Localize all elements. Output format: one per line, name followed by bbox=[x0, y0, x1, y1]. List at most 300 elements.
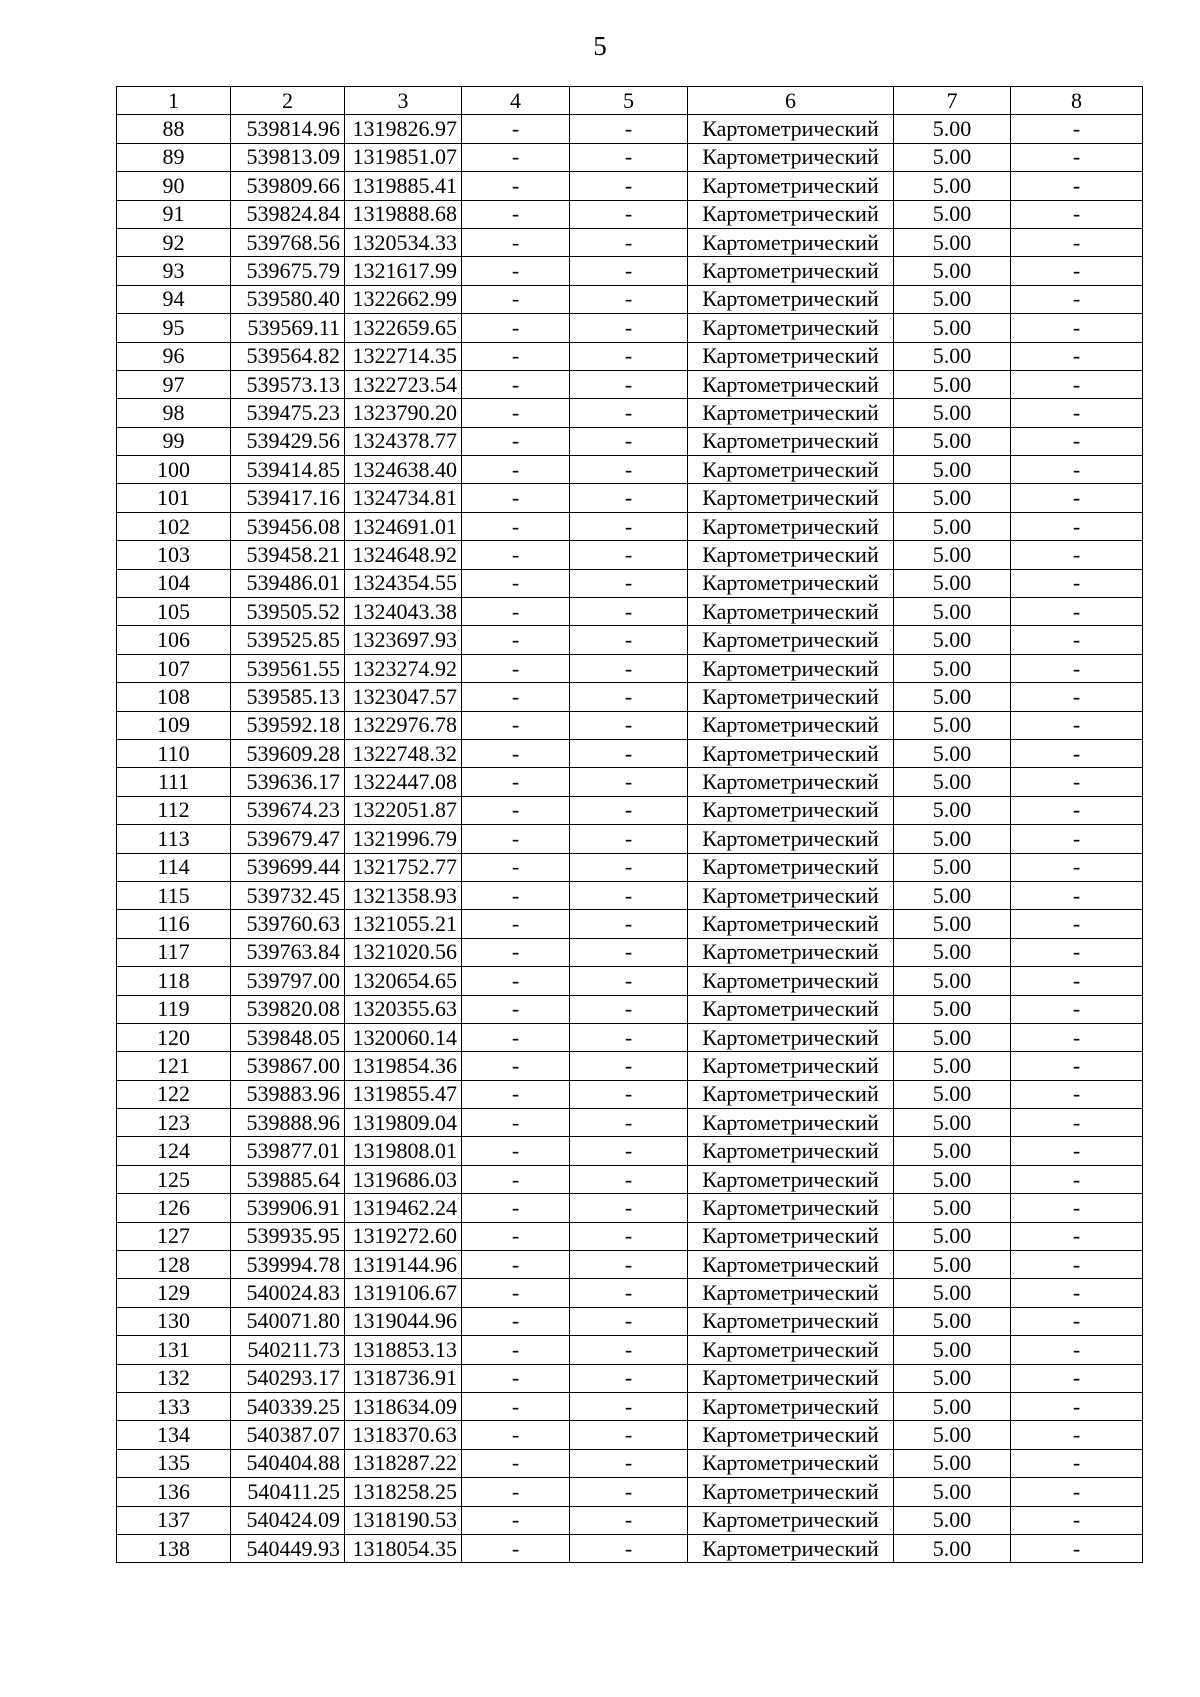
table-row bbox=[117, 881, 1143, 909]
table-cell: - bbox=[570, 228, 688, 256]
table-cell: 1324734.81 bbox=[345, 484, 462, 512]
table-cell: - bbox=[1011, 172, 1143, 200]
table-cell: Картометрический bbox=[688, 370, 894, 398]
table-cell: 1322447.08 bbox=[345, 768, 462, 796]
table-cell: 95 bbox=[117, 314, 231, 342]
table-cell: 107 bbox=[117, 654, 231, 682]
table-cell: - bbox=[462, 569, 570, 597]
table-cell: 539505.52 bbox=[231, 598, 345, 626]
table-cell: - bbox=[462, 1137, 570, 1165]
table-cell: - bbox=[1011, 569, 1143, 597]
table-cell: 116 bbox=[117, 910, 231, 938]
table-cell: 1319686.03 bbox=[345, 1165, 462, 1193]
table-cell: - bbox=[462, 598, 570, 626]
table-cell: - bbox=[570, 1336, 688, 1364]
table-cell: - bbox=[462, 1023, 570, 1051]
table-cell: 539486.01 bbox=[231, 569, 345, 597]
table-cell: - bbox=[462, 143, 570, 171]
table-cell: - bbox=[462, 1251, 570, 1279]
table-cell: 96 bbox=[117, 342, 231, 370]
table-cell: 5.00 bbox=[894, 881, 1011, 909]
table-cell: - bbox=[462, 796, 570, 824]
table-cell: 101 bbox=[117, 484, 231, 512]
table-cell: 115 bbox=[117, 881, 231, 909]
table-header bbox=[117, 87, 1143, 115]
table-row bbox=[117, 143, 1143, 171]
table-cell: 539636.17 bbox=[231, 768, 345, 796]
table-cell: - bbox=[1011, 1449, 1143, 1477]
table-cell: 540024.83 bbox=[231, 1279, 345, 1307]
table-cell: - bbox=[462, 512, 570, 540]
table-row bbox=[117, 285, 1143, 313]
table-cell: 539580.40 bbox=[231, 285, 345, 313]
table-cell: - bbox=[462, 314, 570, 342]
table-cell: 133 bbox=[117, 1392, 231, 1420]
table-cell: - bbox=[1011, 1307, 1143, 1335]
table-cell: 5.00 bbox=[894, 995, 1011, 1023]
column-header: 8 bbox=[1011, 87, 1143, 115]
table-cell: - bbox=[570, 172, 688, 200]
table-row bbox=[117, 1251, 1143, 1279]
table-cell: 539883.96 bbox=[231, 1080, 345, 1108]
table-cell: Картометрический bbox=[688, 399, 894, 427]
table-cell: 131 bbox=[117, 1336, 231, 1364]
table-cell: 136 bbox=[117, 1478, 231, 1506]
table-cell: 5.00 bbox=[894, 1421, 1011, 1449]
table-cell: 128 bbox=[117, 1251, 231, 1279]
table-cell: - bbox=[1011, 853, 1143, 881]
table-cell: 110 bbox=[117, 739, 231, 767]
table-cell: 5.00 bbox=[894, 853, 1011, 881]
table-cell: - bbox=[570, 1307, 688, 1335]
table-cell: 5.00 bbox=[894, 768, 1011, 796]
table-cell: 539699.44 bbox=[231, 853, 345, 881]
table-cell: 1322723.54 bbox=[345, 370, 462, 398]
table-row bbox=[117, 938, 1143, 966]
table-cell: - bbox=[462, 881, 570, 909]
table-row bbox=[117, 370, 1143, 398]
table-cell: - bbox=[462, 1449, 570, 1477]
table-row bbox=[117, 853, 1143, 881]
table-cell: - bbox=[1011, 1478, 1143, 1506]
table-cell: 1323047.57 bbox=[345, 683, 462, 711]
table-cell: - bbox=[1011, 711, 1143, 739]
table-cell: 1318736.91 bbox=[345, 1364, 462, 1392]
table-cell: Картометрический bbox=[688, 456, 894, 484]
table-row bbox=[117, 1279, 1143, 1307]
table-cell: - bbox=[570, 1194, 688, 1222]
table-cell: 539573.13 bbox=[231, 370, 345, 398]
table-cell: - bbox=[462, 342, 570, 370]
table-cell: Картометрический bbox=[688, 1421, 894, 1449]
table-cell: Картометрический bbox=[688, 143, 894, 171]
table-cell: Картометрический bbox=[688, 1279, 894, 1307]
table-cell: 1319044.96 bbox=[345, 1307, 462, 1335]
table-cell: 98 bbox=[117, 399, 231, 427]
table-cell: Картометрический bbox=[688, 115, 894, 143]
table-cell: 123 bbox=[117, 1109, 231, 1137]
table-cell: - bbox=[1011, 1080, 1143, 1108]
table-cell: 5.00 bbox=[894, 1165, 1011, 1193]
table-cell: 5.00 bbox=[894, 739, 1011, 767]
table-cell: - bbox=[462, 1392, 570, 1420]
table-row bbox=[117, 683, 1143, 711]
table-cell: - bbox=[570, 938, 688, 966]
table-cell: - bbox=[570, 257, 688, 285]
table-cell: 97 bbox=[117, 370, 231, 398]
table-row bbox=[117, 1222, 1143, 1250]
table-cell: Картометрический bbox=[688, 1392, 894, 1420]
column-header: 3 bbox=[345, 87, 462, 115]
table-cell: 124 bbox=[117, 1137, 231, 1165]
table-cell: 5.00 bbox=[894, 285, 1011, 313]
table-cell: 539458.21 bbox=[231, 541, 345, 569]
table-cell: 92 bbox=[117, 228, 231, 256]
table-row bbox=[117, 1449, 1143, 1477]
table-row bbox=[117, 626, 1143, 654]
table-cell: 539809.66 bbox=[231, 172, 345, 200]
table-cell: - bbox=[1011, 739, 1143, 767]
table-cell: 1324648.92 bbox=[345, 541, 462, 569]
table-cell: 5.00 bbox=[894, 228, 1011, 256]
table-cell: 1319854.36 bbox=[345, 1052, 462, 1080]
table-cell: - bbox=[1011, 881, 1143, 909]
table-cell: - bbox=[570, 399, 688, 427]
column-header: 7 bbox=[894, 87, 1011, 115]
table-cell: 5.00 bbox=[894, 1279, 1011, 1307]
table-cell: - bbox=[570, 200, 688, 228]
table-cell: 125 bbox=[117, 1165, 231, 1193]
table-row bbox=[117, 541, 1143, 569]
table-cell: 539820.08 bbox=[231, 995, 345, 1023]
table-cell: Картометрический bbox=[688, 1534, 894, 1562]
table-row bbox=[117, 172, 1143, 200]
table-cell: Картометрический bbox=[688, 1449, 894, 1477]
table-row bbox=[117, 598, 1143, 626]
table-cell: 1319888.68 bbox=[345, 200, 462, 228]
table-cell: 1321358.93 bbox=[345, 881, 462, 909]
table-cell: 540293.17 bbox=[231, 1364, 345, 1392]
table-cell: Картометрический bbox=[688, 172, 894, 200]
table-cell: - bbox=[570, 1279, 688, 1307]
column-header: 5 bbox=[570, 87, 688, 115]
table-cell: Картометрический bbox=[688, 825, 894, 853]
table-cell: 540411.25 bbox=[231, 1478, 345, 1506]
table-cell: 539848.05 bbox=[231, 1023, 345, 1051]
table-row bbox=[117, 967, 1143, 995]
table-cell: 5.00 bbox=[894, 938, 1011, 966]
table-cell: - bbox=[1011, 938, 1143, 966]
table-cell: - bbox=[570, 739, 688, 767]
table-cell: - bbox=[462, 257, 570, 285]
table-cell: 94 bbox=[117, 285, 231, 313]
table-cell: - bbox=[570, 143, 688, 171]
table-cell: - bbox=[462, 995, 570, 1023]
table-cell: Картометрический bbox=[688, 1307, 894, 1335]
table-cell: - bbox=[462, 1080, 570, 1108]
table-cell: Картометрический bbox=[688, 1364, 894, 1392]
table-cell: 5.00 bbox=[894, 1222, 1011, 1250]
table-cell: 540071.80 bbox=[231, 1307, 345, 1335]
table-cell: Картометрический bbox=[688, 228, 894, 256]
table-cell: 1318370.63 bbox=[345, 1421, 462, 1449]
table-cell: - bbox=[1011, 1109, 1143, 1137]
table-cell: - bbox=[1011, 427, 1143, 455]
table-cell: 539569.11 bbox=[231, 314, 345, 342]
table-cell: Картометрический bbox=[688, 257, 894, 285]
table-cell: 5.00 bbox=[894, 1506, 1011, 1534]
table-row bbox=[117, 825, 1143, 853]
table-cell: - bbox=[570, 626, 688, 654]
column-header: 1 bbox=[117, 87, 231, 115]
table-cell: - bbox=[462, 1364, 570, 1392]
table-row bbox=[117, 1165, 1143, 1193]
table-cell: - bbox=[570, 1506, 688, 1534]
table-cell: - bbox=[1011, 1534, 1143, 1562]
table-cell: Картометрический bbox=[688, 739, 894, 767]
table-cell: 103 bbox=[117, 541, 231, 569]
table-cell: 5.00 bbox=[894, 257, 1011, 285]
table-cell: - bbox=[1011, 1052, 1143, 1080]
table-cell: Картометрический bbox=[688, 995, 894, 1023]
table-cell: - bbox=[570, 1023, 688, 1051]
table-cell: 5.00 bbox=[894, 1109, 1011, 1137]
table-row bbox=[117, 1506, 1143, 1534]
table-cell: 5.00 bbox=[894, 370, 1011, 398]
table-cell: 5.00 bbox=[894, 967, 1011, 995]
table-row bbox=[117, 228, 1143, 256]
table-cell: - bbox=[462, 910, 570, 938]
table-cell: - bbox=[570, 796, 688, 824]
table-cell: - bbox=[1011, 1279, 1143, 1307]
table-cell: 1319144.96 bbox=[345, 1251, 462, 1279]
table-cell: - bbox=[570, 598, 688, 626]
table-row bbox=[117, 1109, 1143, 1137]
table-cell: 5.00 bbox=[894, 541, 1011, 569]
table-cell: 5.00 bbox=[894, 143, 1011, 171]
table-cell: 1324354.55 bbox=[345, 569, 462, 597]
coordinates-table bbox=[116, 86, 1143, 1563]
table-cell: Картометрический bbox=[688, 342, 894, 370]
table-cell: 1318634.09 bbox=[345, 1392, 462, 1420]
table-cell: - bbox=[1011, 512, 1143, 540]
table-cell: Картометрический bbox=[688, 541, 894, 569]
table-cell: - bbox=[1011, 484, 1143, 512]
table-cell: 539564.82 bbox=[231, 342, 345, 370]
table-cell: Картометрический bbox=[688, 1165, 894, 1193]
table-cell: 539797.00 bbox=[231, 967, 345, 995]
table-cell: 121 bbox=[117, 1052, 231, 1080]
table-cell: - bbox=[570, 1449, 688, 1477]
table-cell: 112 bbox=[117, 796, 231, 824]
table-cell: 1322051.87 bbox=[345, 796, 462, 824]
table-cell: 5.00 bbox=[894, 1449, 1011, 1477]
header-row bbox=[117, 87, 1143, 115]
table-cell: Картометрический bbox=[688, 1052, 894, 1080]
table-cell: - bbox=[462, 370, 570, 398]
table-cell: - bbox=[1011, 1165, 1143, 1193]
table-cell: 5.00 bbox=[894, 683, 1011, 711]
table-row bbox=[117, 427, 1143, 455]
table-row bbox=[117, 796, 1143, 824]
table-cell: 1318258.25 bbox=[345, 1478, 462, 1506]
table-cell: - bbox=[570, 427, 688, 455]
table-cell: 5.00 bbox=[894, 342, 1011, 370]
table-cell: 539429.56 bbox=[231, 427, 345, 455]
table-cell: Картометрический bbox=[688, 1109, 894, 1137]
table-cell: 5.00 bbox=[894, 1137, 1011, 1165]
table-cell: Картометрический bbox=[688, 626, 894, 654]
table-cell: 109 bbox=[117, 711, 231, 739]
table-cell: - bbox=[1011, 1023, 1143, 1051]
table-cell: 1318853.13 bbox=[345, 1336, 462, 1364]
table-cell: - bbox=[462, 1109, 570, 1137]
table-cell: 539935.95 bbox=[231, 1222, 345, 1250]
table-row bbox=[117, 456, 1143, 484]
table-cell: 539561.55 bbox=[231, 654, 345, 682]
table-cell: 5.00 bbox=[894, 1364, 1011, 1392]
table-cell: - bbox=[1011, 285, 1143, 313]
table-cell: 1322662.99 bbox=[345, 285, 462, 313]
table-cell: - bbox=[1011, 598, 1143, 626]
table-cell: 119 bbox=[117, 995, 231, 1023]
table-cell: 5.00 bbox=[894, 1534, 1011, 1562]
table-cell: - bbox=[1011, 228, 1143, 256]
table-cell: - bbox=[462, 683, 570, 711]
table-cell: - bbox=[1011, 1364, 1143, 1392]
table-cell: - bbox=[570, 1137, 688, 1165]
table-row bbox=[117, 1336, 1143, 1364]
table-cell: - bbox=[1011, 541, 1143, 569]
table-cell: - bbox=[570, 1165, 688, 1193]
table-cell: - bbox=[570, 853, 688, 881]
table-row bbox=[117, 1052, 1143, 1080]
table-cell: 540449.93 bbox=[231, 1534, 345, 1562]
table-cell: 539414.85 bbox=[231, 456, 345, 484]
table-cell: 539760.63 bbox=[231, 910, 345, 938]
table-cell: 539674.23 bbox=[231, 796, 345, 824]
table-cell: - bbox=[462, 1165, 570, 1193]
table-cell: 132 bbox=[117, 1364, 231, 1392]
table-cell: - bbox=[570, 967, 688, 995]
table-cell: 1320534.33 bbox=[345, 228, 462, 256]
table-row bbox=[117, 314, 1143, 342]
table-cell: 104 bbox=[117, 569, 231, 597]
table-cell: Картометрический bbox=[688, 654, 894, 682]
table-cell: - bbox=[570, 484, 688, 512]
table-cell: - bbox=[570, 711, 688, 739]
table-cell: - bbox=[570, 1109, 688, 1137]
table-cell: 5.00 bbox=[894, 1023, 1011, 1051]
table-cell: - bbox=[1011, 967, 1143, 995]
table-cell: 539814.96 bbox=[231, 115, 345, 143]
table-cell: 539609.28 bbox=[231, 739, 345, 767]
table-cell: 1318054.35 bbox=[345, 1534, 462, 1562]
table-cell: - bbox=[1011, 370, 1143, 398]
table-cell: - bbox=[570, 1478, 688, 1506]
table-cell: 539763.84 bbox=[231, 938, 345, 966]
table-row bbox=[117, 1392, 1143, 1420]
table-row bbox=[117, 910, 1143, 938]
table-cell: - bbox=[462, 853, 570, 881]
table-cell: 5.00 bbox=[894, 910, 1011, 938]
table-cell: - bbox=[1011, 1506, 1143, 1534]
table-cell: - bbox=[1011, 1194, 1143, 1222]
table-cell: - bbox=[570, 1251, 688, 1279]
table-cell: - bbox=[462, 967, 570, 995]
table-cell: 1319809.04 bbox=[345, 1109, 462, 1137]
table-cell: 1322976.78 bbox=[345, 711, 462, 739]
table-cell: 5.00 bbox=[894, 456, 1011, 484]
table-cell: - bbox=[462, 541, 570, 569]
table-cell: - bbox=[1011, 626, 1143, 654]
table-cell: 539824.84 bbox=[231, 200, 345, 228]
table-cell: - bbox=[462, 456, 570, 484]
table-cell: - bbox=[1011, 456, 1143, 484]
table-cell: 5.00 bbox=[894, 1251, 1011, 1279]
table-cell: - bbox=[570, 1421, 688, 1449]
table-cell: Картометрический bbox=[688, 285, 894, 313]
table-cell: - bbox=[462, 711, 570, 739]
table-cell: - bbox=[570, 683, 688, 711]
table-cell: 539732.45 bbox=[231, 881, 345, 909]
table-cell: - bbox=[570, 1392, 688, 1420]
table-cell: 5.00 bbox=[894, 512, 1011, 540]
table-cell: - bbox=[570, 1080, 688, 1108]
table-cell: - bbox=[570, 569, 688, 597]
table-cell: 114 bbox=[117, 853, 231, 881]
table-cell: Картометрический bbox=[688, 1194, 894, 1222]
table-row bbox=[117, 115, 1143, 143]
table-cell: 5.00 bbox=[894, 484, 1011, 512]
table-row bbox=[117, 1534, 1143, 1562]
column-header: 4 bbox=[462, 87, 570, 115]
table-cell: 5.00 bbox=[894, 796, 1011, 824]
page-number: 5 bbox=[593, 31, 607, 61]
table-cell: Картометрический bbox=[688, 427, 894, 455]
table-cell: Картометрический bbox=[688, 768, 894, 796]
table-cell: - bbox=[570, 342, 688, 370]
column-header: 2 bbox=[231, 87, 345, 115]
table-cell: 539592.18 bbox=[231, 711, 345, 739]
table-cell: - bbox=[570, 115, 688, 143]
table-cell: 5.00 bbox=[894, 172, 1011, 200]
table-cell: - bbox=[1011, 995, 1143, 1023]
table-cell: 1321996.79 bbox=[345, 825, 462, 853]
table-cell: 539417.16 bbox=[231, 484, 345, 512]
table-cell: - bbox=[462, 1307, 570, 1335]
table-cell: 1323697.93 bbox=[345, 626, 462, 654]
table-cell: 1322659.65 bbox=[345, 314, 462, 342]
table-cell: Картометрический bbox=[688, 314, 894, 342]
table-cell: - bbox=[1011, 314, 1143, 342]
table-cell: - bbox=[570, 1534, 688, 1562]
table-cell: 1323790.20 bbox=[345, 399, 462, 427]
table-cell: - bbox=[1011, 342, 1143, 370]
table-cell: 539525.85 bbox=[231, 626, 345, 654]
table-row bbox=[117, 1478, 1143, 1506]
table-row bbox=[117, 569, 1143, 597]
table-cell: - bbox=[1011, 1392, 1143, 1420]
table-cell: - bbox=[570, 1052, 688, 1080]
table-row bbox=[117, 257, 1143, 285]
table-cell: 5.00 bbox=[894, 1392, 1011, 1420]
table-cell: 1324638.40 bbox=[345, 456, 462, 484]
table-cell: - bbox=[462, 739, 570, 767]
table-cell: 89 bbox=[117, 143, 231, 171]
table-cell: - bbox=[570, 541, 688, 569]
table-cell: 1319826.97 bbox=[345, 115, 462, 143]
